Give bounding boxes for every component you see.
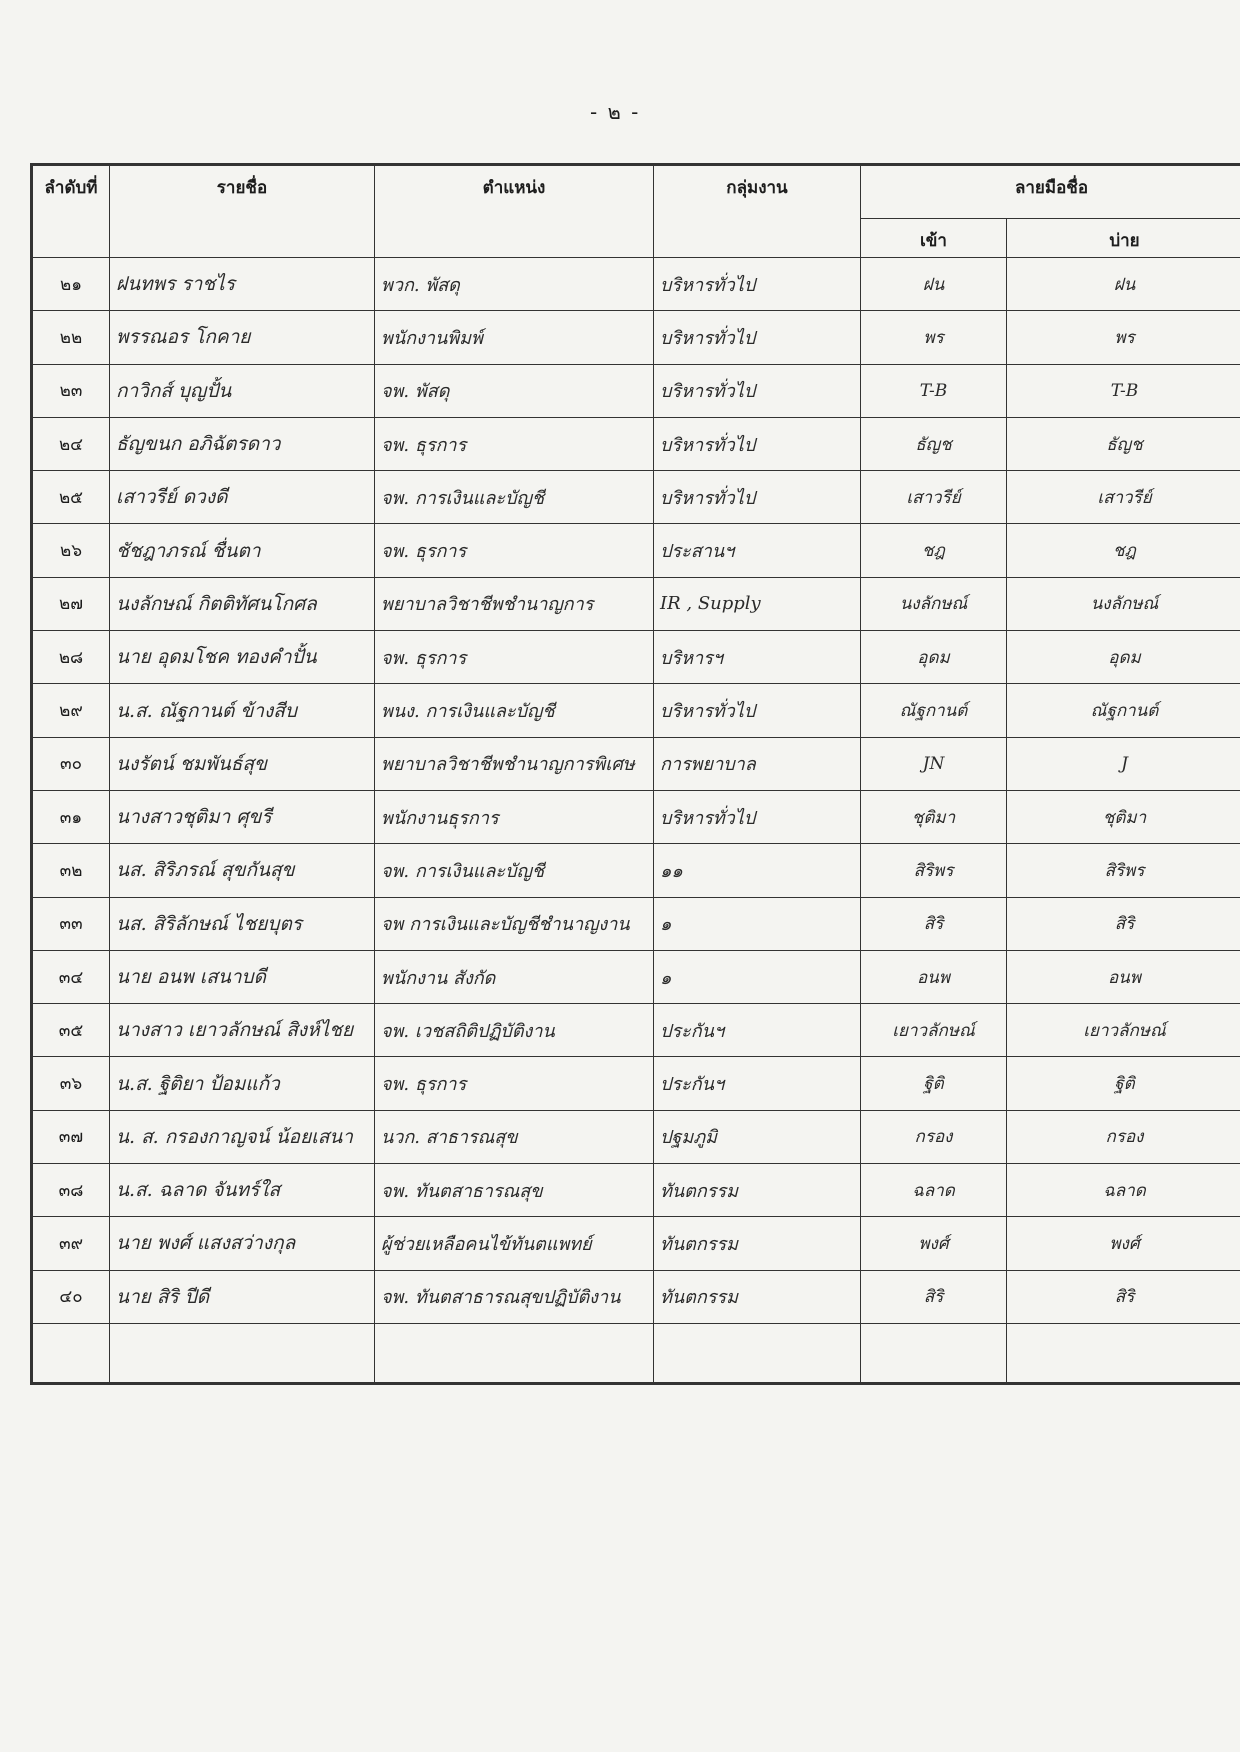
row-name: กาวิกส์ บุญปั้น — [110, 364, 375, 417]
table-row — [33, 364, 1240, 417]
row-signature-in: T-B — [861, 364, 1007, 417]
row-signature-in: เยาวลักษณ์ — [861, 1004, 1007, 1057]
row-signature-in: พร — [861, 311, 1007, 364]
row-group: IR , Supply — [654, 577, 861, 630]
row-name: นาย อุดมโชค ทองคำปั้น — [110, 631, 375, 684]
row-group: บริหารทั่วไป — [654, 417, 861, 470]
row-name: น.ส. ณัฐกานต์ ข้างสีบ — [110, 684, 375, 737]
row-signature-in: ฝน — [861, 258, 1007, 311]
row-position: จพ. ทันตสาธารณสุขปฏิบัติงาน — [375, 1270, 654, 1323]
row-name: ฝนทพร ราชไร — [110, 258, 375, 311]
row-signature-out: ธัญช — [1007, 417, 1240, 470]
row-signature-out: ฉลาด — [1007, 1164, 1240, 1217]
row-group: บริหารทั่วไป — [654, 790, 861, 843]
row-number: ๓๗ — [33, 1110, 110, 1163]
row-number: ๒๔ — [33, 417, 110, 470]
row-group: ๑ — [654, 897, 861, 950]
table-row — [33, 1004, 1240, 1057]
row-group: บริหารฯ — [654, 631, 861, 684]
row-number: ๓๘ — [33, 1164, 110, 1217]
row-group: บริหารทั่วไป — [654, 258, 861, 311]
row-number: ๓๑ — [33, 790, 110, 843]
row-name: นงลักษณ์ กิตติทัศนโกศล — [110, 577, 375, 630]
table-row — [33, 684, 1240, 737]
row-position: จพ การเงินและบัญชีชำนาญงาน — [375, 897, 654, 950]
row-group: ทันตกรรม — [654, 1270, 861, 1323]
row-position: จพ. ธุรการ — [375, 1057, 654, 1110]
header-sign-in: เข้า — [861, 219, 1007, 258]
row-signature-in: นงลักษณ์ — [861, 577, 1007, 630]
row-signature-out: พร — [1007, 311, 1240, 364]
row-name: นาย อนพ เสนาบดี — [110, 950, 375, 1003]
row-position: จพ. พัสดุ — [375, 364, 654, 417]
row-signature-in: ชุติมา — [861, 790, 1007, 843]
row-group: ทันตกรรม — [654, 1164, 861, 1217]
attendance-sheet — [30, 163, 1240, 1385]
row-group: บริหารทั่วไป — [654, 364, 861, 417]
row-group: ปฐมภูมิ — [654, 1110, 861, 1163]
row-signature-out: พงศ์ — [1007, 1217, 1240, 1270]
row-signature-out: อนพ — [1007, 950, 1240, 1003]
page-number: - ๒ - — [590, 100, 641, 124]
table-body — [33, 258, 1240, 1383]
row-group: บริหารทั่วไป — [654, 471, 861, 524]
row-position: จพ. ธุรการ — [375, 524, 654, 577]
row-number: ๒๘ — [33, 631, 110, 684]
row-position: พยาบาลวิชาชีพชำนาญการ — [375, 577, 654, 630]
table-row — [33, 311, 1240, 364]
row-signature-out: ณัฐกานต์ — [1007, 684, 1240, 737]
row-number: ๓๒ — [33, 844, 110, 897]
table-row — [33, 417, 1240, 470]
row-signature-out: J — [1007, 737, 1240, 790]
empty-cell — [861, 1323, 1007, 1382]
row-number: ๓๖ — [33, 1057, 110, 1110]
table-row — [33, 950, 1240, 1003]
row-number: ๒๓ — [33, 364, 110, 417]
empty-cell — [110, 1323, 375, 1382]
row-group: บริหารทั่วไป — [654, 311, 861, 364]
row-name: น.ส. ฐิติยา ป้อมแก้ว — [110, 1057, 375, 1110]
table-row — [33, 631, 1240, 684]
row-number: ๓๕ — [33, 1004, 110, 1057]
row-signature-in: สิริพร — [861, 844, 1007, 897]
row-name: พรรณอร โกคาย — [110, 311, 375, 364]
row-group: การพยาบาล — [654, 737, 861, 790]
row-number: ๒๗ — [33, 577, 110, 630]
row-position: พยาบาลวิชาชีพชำนาญการพิเศษ — [375, 737, 654, 790]
row-number: ๒๖ — [33, 524, 110, 577]
row-position: จพ. ธุรการ — [375, 417, 654, 470]
row-signature-in: สิริ — [861, 1270, 1007, 1323]
row-number: ๒๕ — [33, 471, 110, 524]
row-signature-out: กรอง — [1007, 1110, 1240, 1163]
row-number: ๔๐ — [33, 1270, 110, 1323]
row-signature-in: ชฎ — [861, 524, 1007, 577]
empty-cell — [33, 1323, 110, 1382]
table-row — [33, 1057, 1240, 1110]
row-name: ชัชฎาภรณ์ ชื่นตา — [110, 524, 375, 577]
row-number: ๓๓ — [33, 897, 110, 950]
row-position: จพ. การเงินและบัญชี — [375, 844, 654, 897]
row-name: น. ส. กรองกาญจน์ น้อยเสนา — [110, 1110, 375, 1163]
row-signature-out: ชฎ — [1007, 524, 1240, 577]
header-sign-out: บ่าย — [1007, 219, 1240, 258]
row-signature-in: พงศ์ — [861, 1217, 1007, 1270]
row-group: บริหารทั่วไป — [654, 684, 861, 737]
row-signature-out: ฐิติ — [1007, 1057, 1240, 1110]
row-position: จพ. ธุรการ — [375, 631, 654, 684]
row-group: ประสานฯ — [654, 524, 861, 577]
row-name: นส. สิริภรณ์ สุขกันสุข — [110, 844, 375, 897]
header-group: กลุ่มงาน — [654, 166, 861, 258]
empty-cell — [654, 1323, 861, 1382]
row-name: นาย สิริ ปีดี — [110, 1270, 375, 1323]
row-group: ๑ — [654, 950, 861, 1003]
row-signature-out: สิริ — [1007, 1270, 1240, 1323]
row-number: ๓๐ — [33, 737, 110, 790]
row-signature-out: อุดม — [1007, 631, 1240, 684]
row-name: ธัญขนก อภิฉัตรดาว — [110, 417, 375, 470]
table-row — [33, 524, 1240, 577]
row-position: ผู้ช่วยเหลือคนไข้ทันตแพทย์ — [375, 1217, 654, 1270]
row-signature-in: อนพ — [861, 950, 1007, 1003]
row-position: จพ. การเงินและบัญชี — [375, 471, 654, 524]
row-number: ๒๒ — [33, 311, 110, 364]
header-name: รายชื่อ — [110, 166, 375, 258]
table-row — [33, 258, 1240, 311]
row-signature-out: ฝน — [1007, 258, 1240, 311]
row-number: ๒๑ — [33, 258, 110, 311]
table-row — [33, 844, 1240, 897]
row-number: ๓๔ — [33, 950, 110, 1003]
row-position: พนักงาน สังกัด — [375, 950, 654, 1003]
row-position: จพ. เวชสถิติปฏิบัติงาน — [375, 1004, 654, 1057]
row-name: น.ส. ฉลาด จันทร์ใส — [110, 1164, 375, 1217]
table-row — [33, 790, 1240, 843]
header-no: ลำดับที่ — [33, 166, 110, 258]
row-position: พนง. การเงินและบัญชี — [375, 684, 654, 737]
row-signature-in: ฐิติ — [861, 1057, 1007, 1110]
row-signature-out: นงลักษณ์ — [1007, 577, 1240, 630]
table-row-empty — [33, 1323, 1240, 1382]
table-row — [33, 1217, 1240, 1270]
table-row — [33, 577, 1240, 630]
table-row — [33, 1110, 1240, 1163]
row-name: นส. สิริลักษณ์ ไชยบุตร — [110, 897, 375, 950]
row-position: พนักงานพิมพ์ — [375, 311, 654, 364]
table-row — [33, 1270, 1240, 1323]
row-signature-in: JN — [861, 737, 1007, 790]
row-signature-in: ฉลาด — [861, 1164, 1007, 1217]
empty-cell — [1007, 1323, 1240, 1382]
row-group: ทันตกรรม — [654, 1217, 861, 1270]
table-row — [33, 471, 1240, 524]
row-group: ประกันฯ — [654, 1004, 861, 1057]
row-signature-out: สิริพร — [1007, 844, 1240, 897]
row-signature-in: ธัญช — [861, 417, 1007, 470]
row-position: พนักงานธุรการ — [375, 790, 654, 843]
row-position: นวก. สาธารณสุข — [375, 1110, 654, 1163]
row-group: ประกันฯ — [654, 1057, 861, 1110]
row-signature-out: เยาวลักษณ์ — [1007, 1004, 1240, 1057]
row-signature-out: สิริ — [1007, 897, 1240, 950]
row-number: ๓๙ — [33, 1217, 110, 1270]
empty-cell — [375, 1323, 654, 1382]
row-position: จพ. ทันตสาธารณสุข — [375, 1164, 654, 1217]
header-position: ตำแหน่ง — [375, 166, 654, 258]
row-signature-out: ชุติมา — [1007, 790, 1240, 843]
row-group: ๑๑ — [654, 844, 861, 897]
row-number: ๒๙ — [33, 684, 110, 737]
row-signature-in: กรอง — [861, 1110, 1007, 1163]
attendance-table — [32, 165, 1240, 1383]
row-signature-in: เสาวรีย์ — [861, 471, 1007, 524]
row-signature-out: T-B — [1007, 364, 1240, 417]
row-name: นาย พงศ์ แสงสว่างกุล — [110, 1217, 375, 1270]
header-signature: ลายมือชื่อ — [861, 166, 1240, 219]
row-position: พวก. พัสดุ — [375, 258, 654, 311]
table-row — [33, 897, 1240, 950]
table-row — [33, 737, 1240, 790]
row-name: นางสาวชุติมา ศุขรี — [110, 790, 375, 843]
row-signature-out: เสาวรีย์ — [1007, 471, 1240, 524]
row-name: นางสาว เยาวลักษณ์ สิงห์ไชย — [110, 1004, 375, 1057]
row-name: นงรัตน์ ชมพันธ์สุข — [110, 737, 375, 790]
table-row — [33, 1164, 1240, 1217]
row-signature-in: สิริ — [861, 897, 1007, 950]
row-signature-in: ณัฐกานต์ — [861, 684, 1007, 737]
row-signature-in: อุดม — [861, 631, 1007, 684]
row-name: เสาวรีย์ ดวงดี — [110, 471, 375, 524]
